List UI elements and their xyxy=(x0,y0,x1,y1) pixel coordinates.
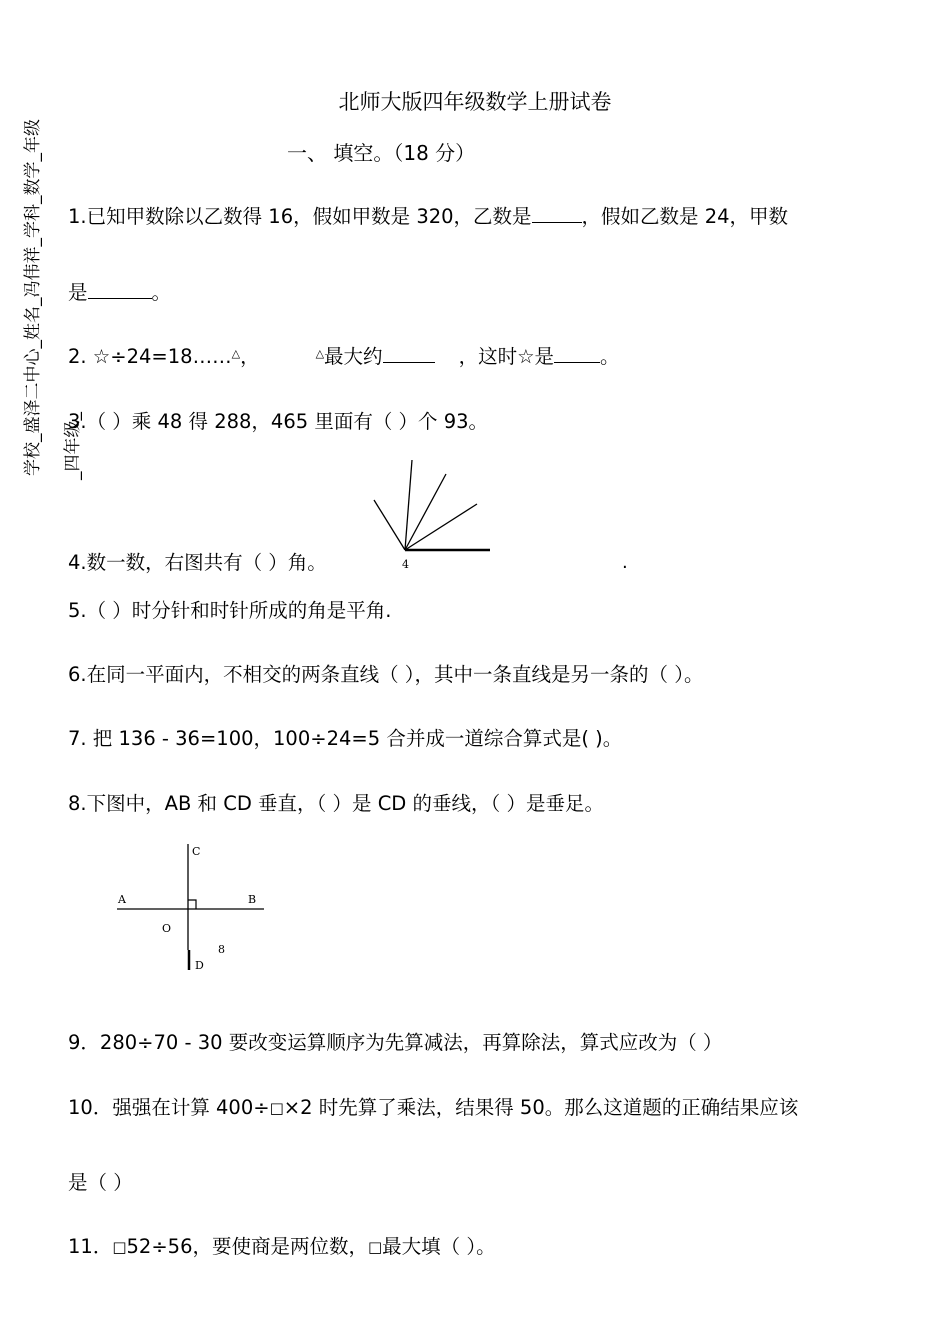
question-5: 5.（ ）时分针和时针所成的角是平角. xyxy=(68,599,392,622)
angles-figure xyxy=(370,456,500,576)
student-grade-line: _四年级_ xyxy=(63,412,83,480)
question-8: 8.下图中，AB 和 CD 垂直，（ ）是 CD 的垂线，（ ）是垂足。 xyxy=(68,792,604,815)
figure-ray xyxy=(405,474,446,550)
answer-blank[interactable] xyxy=(554,344,600,363)
stray-dot: . xyxy=(622,552,628,573)
q2-text-b: ， xyxy=(240,345,260,368)
q1-text-c: 是 xyxy=(68,281,88,304)
figure-ray xyxy=(374,500,405,550)
question-1-line1 xyxy=(68,201,788,229)
q10-text-a: 10．强强在计算 400÷ xyxy=(68,1096,270,1119)
perpendicular-figure xyxy=(110,840,280,975)
triangle-symbol: △ xyxy=(315,347,325,360)
figure-ray xyxy=(405,504,477,550)
q11-text-c: 最大填（ ）。 xyxy=(382,1235,496,1258)
q2-text-e: 。 xyxy=(600,345,620,368)
label-o: O xyxy=(162,922,172,935)
answer-blank[interactable] xyxy=(88,280,152,299)
q10-text-b: ×2 时先算了乘法，结果得 50。那么这道题的正确结果应该 xyxy=(283,1096,799,1119)
q11-text-b: 52÷56，要使商是两位数， xyxy=(126,1235,368,1258)
box-symbol: □ xyxy=(112,1238,127,1256)
label-a: A xyxy=(118,893,126,906)
box-symbol: □ xyxy=(269,1099,284,1117)
box-symbol: □ xyxy=(367,1238,383,1256)
question-10-line2: 是（ ） xyxy=(68,1171,133,1194)
page-title: 北师大版四年级数学上册试卷 xyxy=(338,90,612,114)
q2-text-d: ，这时☆是 xyxy=(458,345,555,368)
q1-text-b: ，假如乙数是 24，甲数 xyxy=(581,205,789,228)
section-heading: 一、 填空。（18 分） xyxy=(287,141,476,165)
q11-text-a: 11． xyxy=(68,1235,113,1258)
question-11 xyxy=(68,1231,496,1259)
label-c: C xyxy=(192,845,201,858)
label-d: D xyxy=(195,959,204,972)
question-2 xyxy=(68,341,620,369)
binding-margin xyxy=(18,10,83,480)
question-1-line2 xyxy=(68,277,171,305)
q1-text-d: 。 xyxy=(151,281,172,304)
question-9: 9．280÷70 - 30 要改变运算顺序为先算减法，再算除法，算式应改为（ ） xyxy=(68,1031,723,1054)
label-b: B xyxy=(248,893,257,906)
question-4: 4.数一数，右图共有（ ）角。 xyxy=(68,551,327,574)
q1-text-a: 1.已知甲数除以乙数得 16，假如甲数是 320，乙数是 xyxy=(68,205,532,228)
question-10-line1 xyxy=(68,1092,798,1120)
triangle-symbol: △ xyxy=(231,347,241,360)
answer-blank[interactable] xyxy=(383,344,435,363)
answer-blank[interactable] xyxy=(532,204,582,223)
q2-text-c: 最大约 xyxy=(324,345,383,368)
question-6: 6.在同一平面内，不相交的两条直线（ ），其中一条直线是另一条的（ ）。 xyxy=(68,663,704,686)
label-number: 8 xyxy=(218,943,225,956)
question-7: 7. 把 136 - 36=100，100÷24=5 合并成一道综合算式是( )。 xyxy=(68,727,623,750)
figure-vertex-label: 4 xyxy=(402,558,409,571)
right-angle-mark xyxy=(188,900,196,909)
figure-ray xyxy=(405,460,412,550)
student-info-line: 学校_盛泽二中心_姓名_冯伟祥_学科_数学_年级 xyxy=(23,119,43,476)
question-3: 3.（ ）乘 48 得 288，465 里面有（ ）个 93。 xyxy=(68,410,489,433)
q2-text-a: 2. ☆÷24=18…… xyxy=(68,345,232,368)
